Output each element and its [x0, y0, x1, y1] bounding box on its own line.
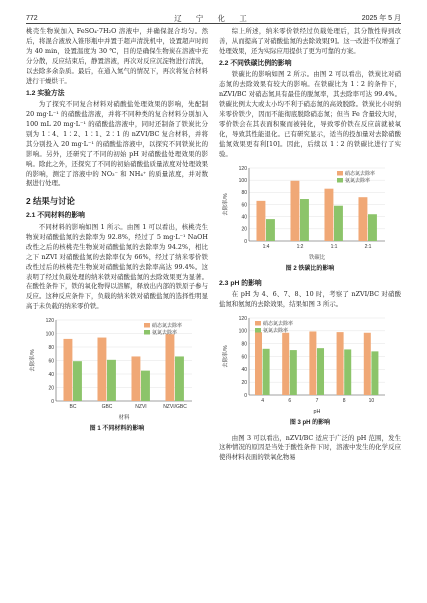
legend-label: 硝态氮去除率 — [263, 321, 294, 328]
bar-nitrate — [165, 334, 174, 401]
legend-label: 氨氮去除率 — [345, 177, 371, 184]
bar-ammonia — [344, 350, 351, 396]
bar-ammonia — [73, 361, 82, 401]
legend-swatch — [255, 321, 261, 326]
bar-nitrate — [337, 332, 344, 395]
paragraph-method: 为了探究不同复合材料对硝酸盐处理效果的影响，先配制 20 mg·L⁻¹ 的硝酸盐溶液，并将不同种类的复合材料分别加入 100 mL 20 mg·L⁻¹ 的硝酸盐溶液中，同时还制备了铁炭比分别为 1∶4、1∶2、1∶1、2∶1 的 nZVI/BC 复合材料，并将其分别投入 20 mg·L⁻¹ 的硝酸盐溶液中，以探究不同铁炭比的影响。另外，还研究了不同的初始 pH 对硝酸盐处理效果的影响。除此之外，还探究了不同的初始硝酸盐质量浓度对处理效果的影响，测定了溶液中的 NO₃⁻ 和 NH₄⁺ 的质量浓度，并对数据进行处理。 — [26, 100, 208, 188]
y-tick-label: 0 — [244, 238, 247, 245]
paragraph-materials: 不同材料的影响如图 1 所示。由图 1 可以看出，核桃壳生物炭对硝酸盐氮的去除率为 92.8%，经过了 5 mg·L⁻¹ NaOH 改性之后的核桃壳生物炭对硝酸盐氮的去除率为 94.2%，相比之下 nZVI 对硝酸盐氮的去除率仅为 66%，经过了纳米零价铁改性过后的核桃壳生物炭对硝酸盐氮的去除率高达 99.4%。这表明了经过负载处理的纳米铁对硝酸盐氮的去除效果更为显著。在酸性条件下，铁的氧化物得以溶解，释放出内部的铁原子参与反应。这种反应条件下，负载的纳米铁对硝酸盐氮的选择性明显高于未负载的纳米零价铁。 — [26, 222, 208, 311]
x-axis-label: 材料 — [118, 415, 130, 422]
paragraph-ph-discussion: 由图 3 可以看出，nZVI/BC 适应于广泛的 pH 范围，发生这种情况的原因是当处于酸性条件下时，溶液中发生的化学反应使得材料表面的铁氧化物易 — [219, 433, 401, 462]
legend-label: 硝态氮去除率 — [345, 170, 376, 177]
x-tick-label: 1∶2 — [296, 243, 304, 250]
bar-nitrate — [97, 338, 106, 401]
bar-ammonia — [141, 371, 150, 401]
legend-swatch — [337, 171, 343, 176]
y-tick-label: 80 — [241, 189, 247, 196]
figure-1-caption: 图 1 不同材料的影响 — [89, 426, 145, 433]
y-tick-label: 100 — [238, 328, 247, 335]
bar-nitrate — [309, 332, 316, 396]
bar-ammonia — [263, 349, 270, 395]
y-tick-label: 60 — [241, 201, 247, 208]
y-tick-label: 120 — [238, 316, 247, 323]
x-tick-label: 8 — [342, 398, 346, 405]
y-tick-label: 20 — [241, 380, 247, 387]
paragraph-ratio: 铁碳比的影响如图 2 所示。由图 2 可以看出，铁炭比对硝态氮的去除效果有较大的影响。在铁碳比为 1∶2 的条件下，nZVI/BC 对硝态氮具有最佳的脱氮率，其去除率可达 99.4%。铁碳比例太大或太小均不利于硝态氮的高效脱除。铁炭比小时纳米零价铁少，因而不能彻底脱除硝态氮；但当 Fe 含量较大时，零价铁会在其表面积聚而被钝化，导致零价铁在反应前就被氧化，导致其性能退化。已有研究显示，适当的投加量对去除硝酸盐氮效果更有利[10]。因此，后续以 1∶2 的铁碳比进行了实验。 — [219, 70, 401, 158]
bar-nitrate — [256, 200, 265, 240]
legend-swatch — [337, 178, 343, 183]
y-tick-label: 0 — [51, 399, 54, 406]
paragraph-summary: 综上所述，纳米零价铁经过负载处理后，其分散性得到改善，从而提高了对硝酸盐氮的去除效果[9]。这一改进不仅增强了处理效果，还为实际应用提供了更为可靠的方案。 — [219, 27, 401, 55]
y-tick-label: 80 — [241, 341, 247, 348]
bar-nitrate — [358, 197, 367, 241]
x-tick-label: 4 — [261, 398, 264, 405]
x-tick-label: GBC — [101, 404, 113, 411]
section-2-3-heading: 2.3 pH 的影响 — [219, 279, 262, 287]
y-axis-label: 去除率/% — [223, 192, 229, 216]
bar-ammonia — [334, 205, 343, 240]
bar-nitrate — [63, 339, 72, 401]
y-tick-label: 40 — [241, 367, 247, 374]
bar-ammonia — [371, 352, 378, 396]
section-2-heading: 2 结果与讨论 — [26, 196, 75, 207]
figure-3 — [219, 313, 401, 428]
y-tick-label: 20 — [48, 385, 54, 392]
legend-label: 硝态氮去除率 — [152, 323, 183, 330]
section-2-2-heading: 2.2 不同铁碳比例的影响 — [219, 59, 292, 67]
bar-nitrate — [131, 357, 140, 402]
bar-nitrate — [255, 332, 262, 395]
x-tick-label: 1∶4 — [262, 243, 270, 250]
y-axis-label: 去除率/% — [30, 349, 36, 372]
y-tick-label: 0 — [244, 393, 247, 400]
y-axis-label: 去除率/% — [223, 345, 229, 368]
bar-nitrate — [324, 188, 333, 240]
y-tick-label: 120 — [45, 318, 54, 325]
bar-ammonia — [300, 199, 309, 241]
y-tick-label: 80 — [48, 345, 54, 352]
bar-ammonia — [368, 214, 377, 241]
y-tick-label: 60 — [241, 354, 247, 361]
legend-label: 氨氮去除率 — [263, 328, 289, 335]
x-tick-label: BC — [69, 404, 77, 411]
figure-3-caption: 图 3 pH 的影响 — [289, 420, 331, 427]
x-axis-label: pH — [313, 409, 321, 416]
issue-date: 2025 年 5 月 — [361, 15, 401, 22]
legend-label: 氨氮去除率 — [152, 330, 178, 337]
x-axis-label: 铁碳比 — [308, 254, 326, 261]
paragraph-ph-intro: 在 pH 为 4、6、7、8、10 时，考察了 nZVI/BC 对硝酸盐氮和氨氮的去除效果，结果如图 3 所示。 — [219, 290, 401, 309]
figure-2 — [219, 163, 401, 274]
legend-swatch — [255, 328, 261, 333]
x-tick-label: NZVI/GBC — [163, 404, 187, 411]
x-tick-label: 10 — [368, 398, 375, 405]
bar-ammonia — [107, 360, 116, 401]
right-column — [219, 27, 401, 463]
left-column — [26, 27, 208, 440]
section-1-2-heading: 1.2 实验方法 — [26, 89, 65, 97]
x-tick-label: NZVI — [135, 404, 147, 411]
bar-ammonia — [266, 219, 275, 241]
legend-swatch — [144, 323, 150, 328]
y-tick-label: 100 — [238, 177, 247, 184]
x-tick-label: 1∶1 — [330, 243, 338, 250]
y-tick-label: 120 — [238, 165, 247, 172]
chart-ph — [219, 313, 401, 417]
bar-ammonia — [317, 348, 324, 395]
bar-ammonia — [290, 350, 297, 395]
page-number: 772 — [26, 15, 38, 22]
journal-title: 辽 宁 化 工 — [174, 14, 253, 23]
page-header — [26, 8, 401, 24]
figure-1 — [26, 315, 208, 434]
chart-ratio — [219, 163, 401, 263]
x-tick-label: 2∶1 — [364, 243, 372, 250]
y-tick-label: 60 — [48, 358, 54, 365]
figure-2-caption: 图 2 铁碳比的影响 — [285, 265, 335, 272]
bar-nitrate — [282, 333, 289, 395]
paragraph-intro-cont: 桃壳生物炭加入 FeSO₄·7H₂O 溶液中，并确保混合均匀。然后，将混合液放入锥形瓶中并置于超声清洗机中，设置超声时间为 40 min，设置温度为 30 ℃，目的是确保生物炭在溶液中充分分散，反应结束后，静置溶液，再次对反应沉淀物进行清洗，以去除多余杂质。最后，在通入氮气的情况下，再次将复合材料进行干燥烘干。 — [26, 27, 208, 85]
bar-nitrate — [364, 333, 371, 395]
bar-nitrate — [290, 180, 299, 240]
y-tick-label: 40 — [48, 372, 54, 379]
x-tick-label: 7 — [315, 398, 319, 405]
legend-swatch — [144, 330, 150, 335]
x-tick-label: 6 — [288, 398, 292, 405]
chart-materials — [26, 315, 208, 423]
y-tick-label: 40 — [241, 214, 247, 221]
section-2-1-heading: 2.1 不同材料的影响 — [26, 212, 85, 220]
bar-ammonia — [175, 357, 184, 402]
y-tick-label: 20 — [241, 226, 247, 233]
y-tick-label: 100 — [45, 331, 54, 338]
